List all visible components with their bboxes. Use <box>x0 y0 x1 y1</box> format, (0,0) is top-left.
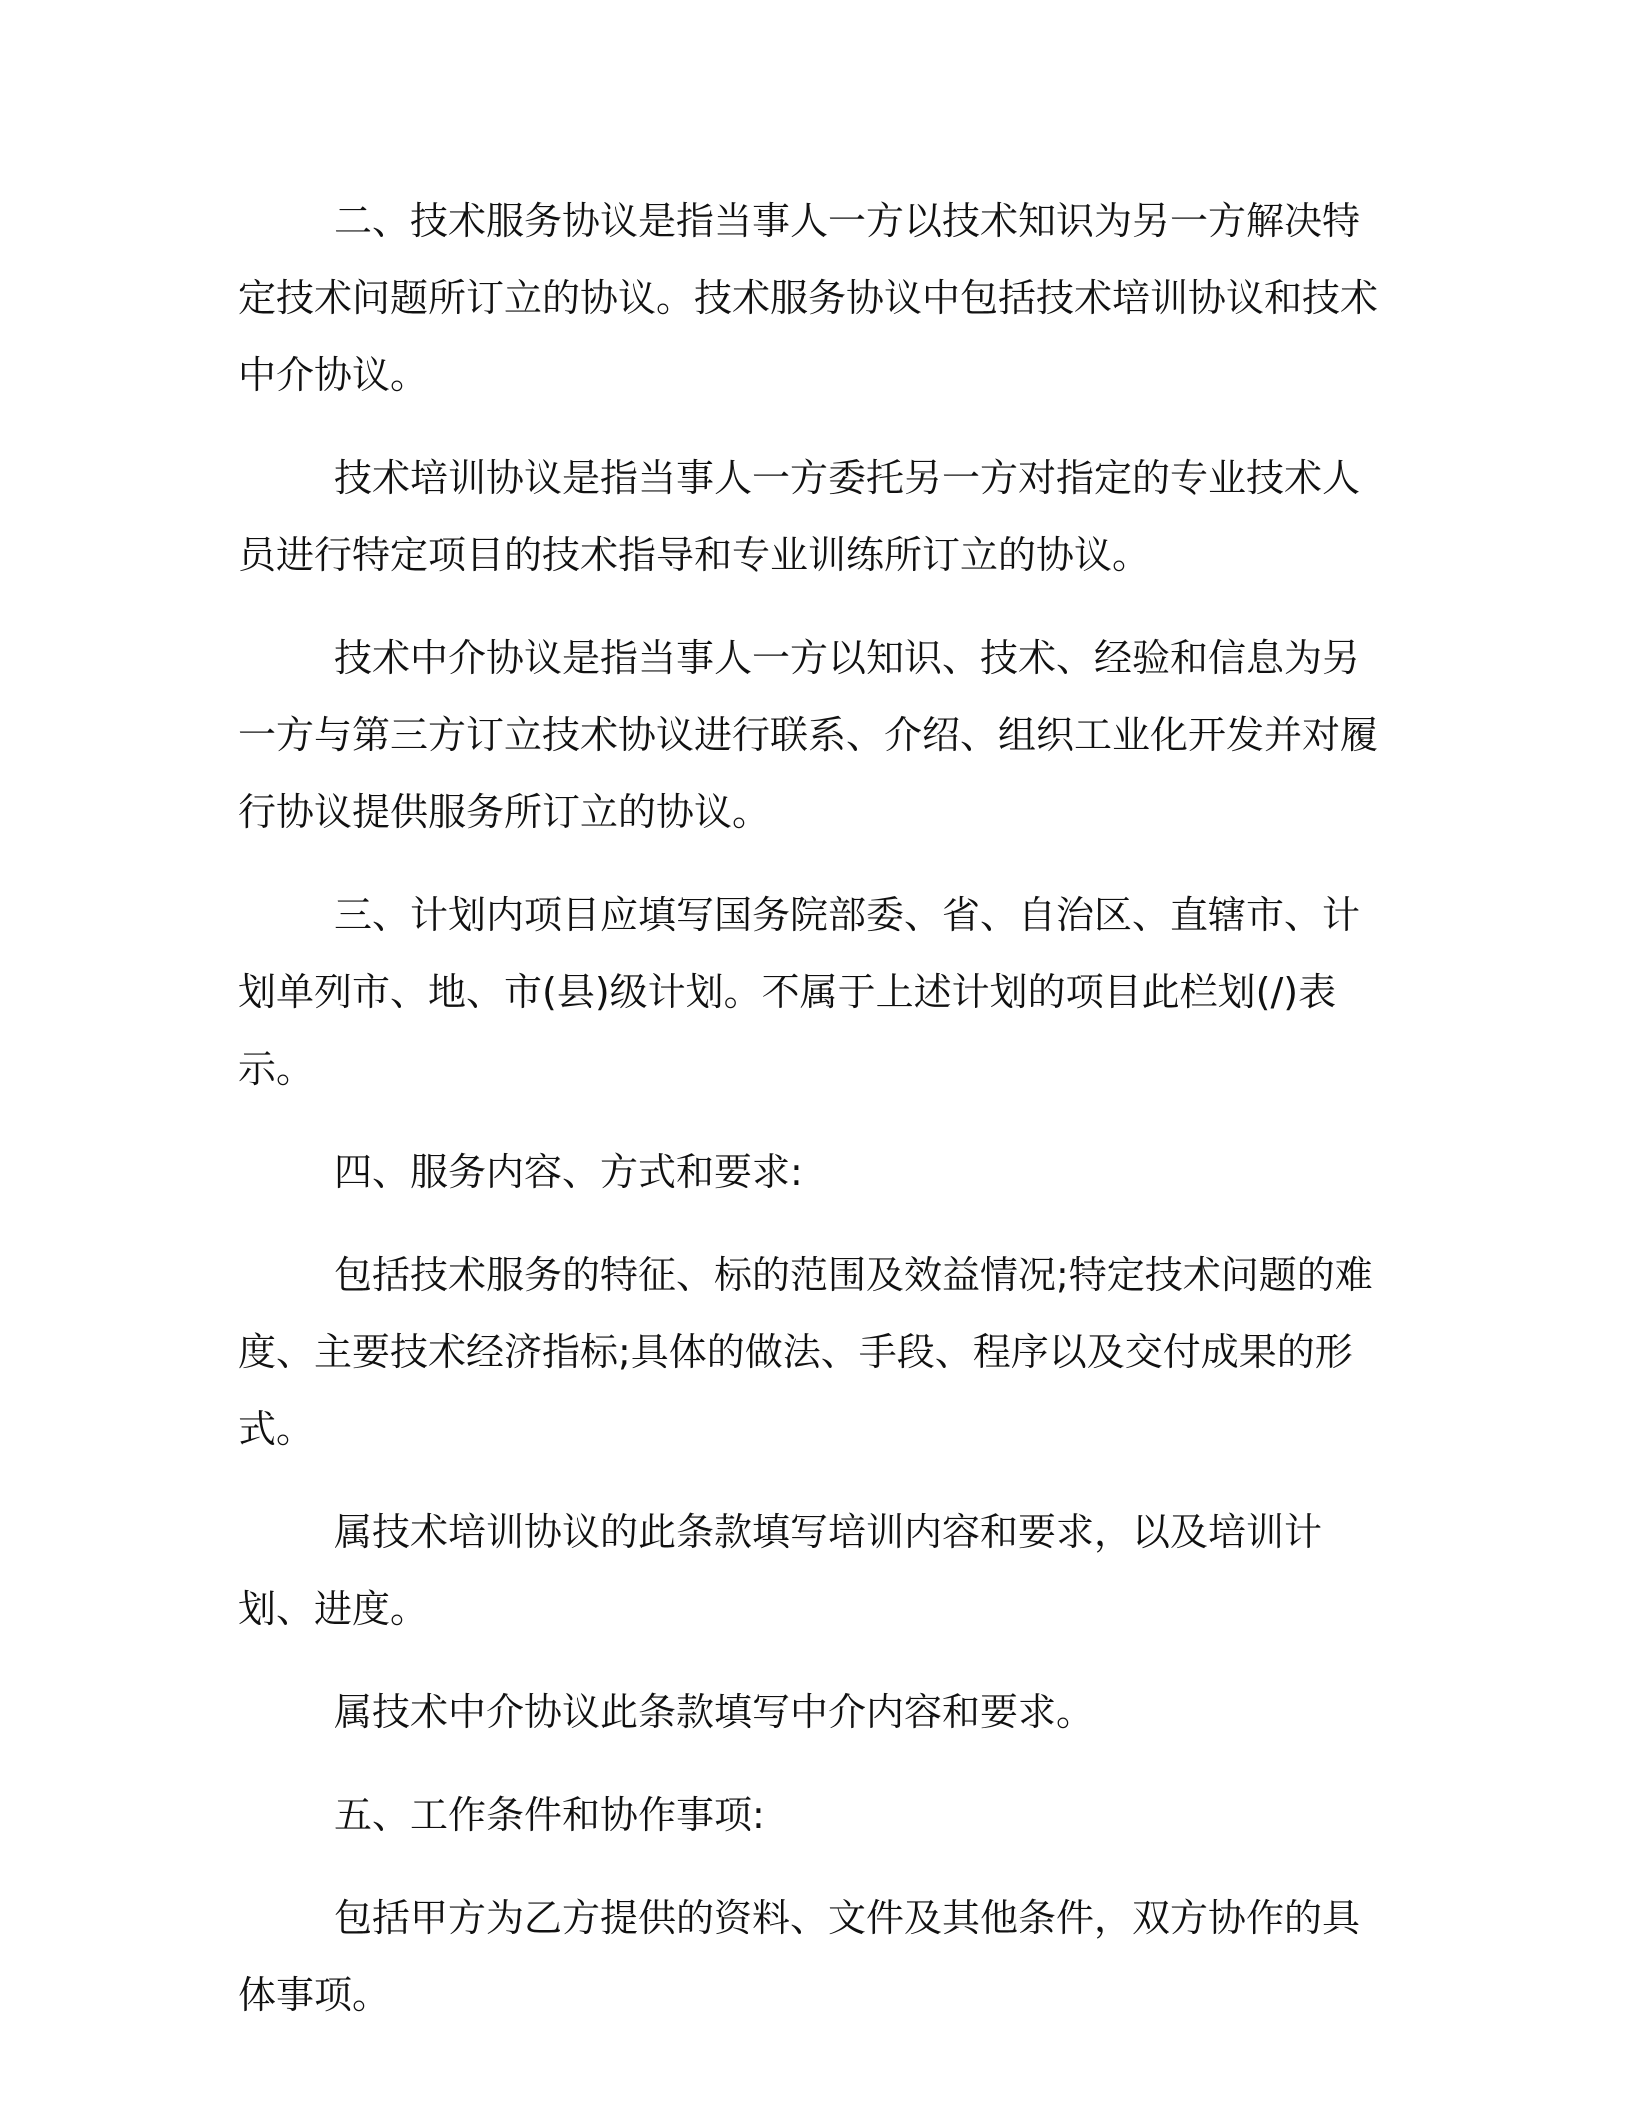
paragraph-training-agreement-definition: 技术培训协议是指当事人一方委托另一方对指定的专业技术人员进行特定项目的技术指导和专业训练所订立的协议。 <box>238 456 1361 577</box>
paragraph-service-agreement-definition: 二、技术服务协议是指当事人一方以技术知识为另一方解决特定技术问题所订立的协议。技术服务协议中包括技术培训协议和技术中介协议。 <box>238 199 1379 397</box>
heading-working-conditions: 五、工作条件和协作事项: <box>334 1793 765 1837</box>
paragraph-training-clause: 属技术培训协议的此条款填写培训内容和要求，以及培训计划、进度。 <box>238 1510 1323 1631</box>
document-body <box>238 183 1378 2060</box>
paragraph-intermediary-agreement-definition: 技术中介协议是指当事人一方以知识、技术、经验和信息为另一方与第三方订立技术协议进行联系、介绍、组织工业化开发并对履行协议提供服务所订立的协议。 <box>238 636 1379 834</box>
paragraph-intermediary-clause: 属技术中介协议此条款填写中介内容和要求。 <box>334 1690 1095 1734</box>
heading-service-content: 四、服务内容、方式和要求: <box>334 1150 803 1194</box>
paragraph-planned-projects: 三、计划内项目应填写国务院部委、省、自治区、直辖市、计划单列市、地、市(县)级计划。不属于上述计划的项目此栏划(/)表示。 <box>238 893 1361 1091</box>
paragraph-working-conditions-details: 包括甲方为乙方提供的资料、文件及其他条件，双方协作的具体事项。 <box>238 1896 1361 2017</box>
paragraph-service-content-details: 包括技术服务的特征、标的范围及效益情况;特定技术问题的难度、主要技术经济指标;具体的做法、手段、程序以及交付成果的形式。 <box>238 1253 1373 1451</box>
